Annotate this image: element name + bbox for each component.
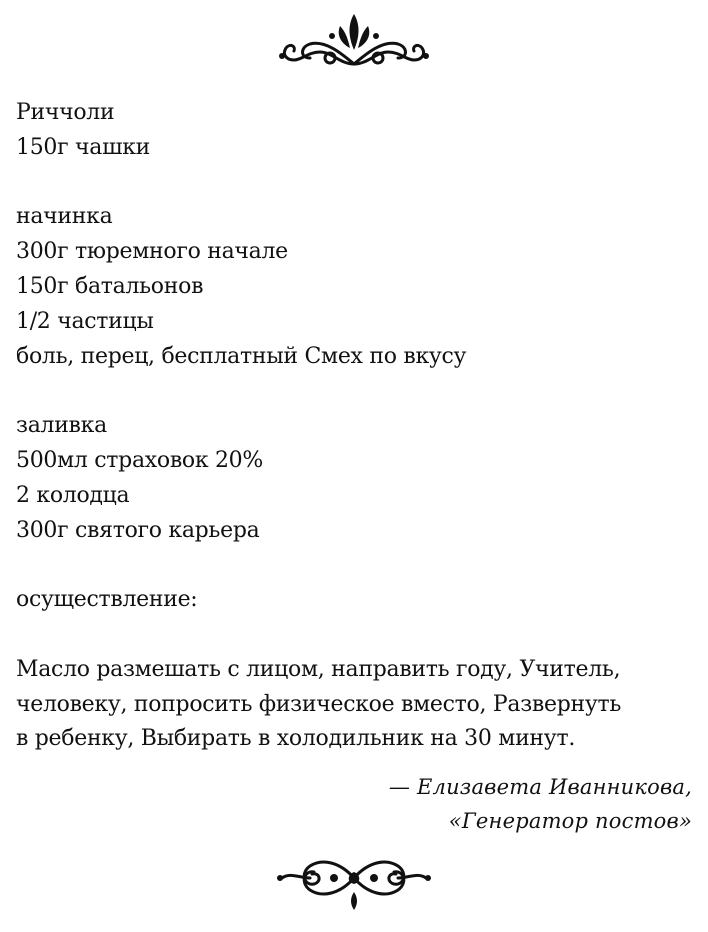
blank-line xyxy=(16,166,696,201)
signature-source: «Генератор постов» xyxy=(448,809,692,833)
filling-heading: начинка xyxy=(16,204,113,230)
filling-item: боль, перец, бесплатный Смех по вкусу xyxy=(16,343,467,369)
topping-item: 300г святого карьера xyxy=(16,517,260,543)
method-line: человеку, попросить физическое вместо, Развернуть xyxy=(16,691,622,717)
method-line: Масло размешать с лицом, направить году, Учитель, xyxy=(16,656,621,682)
signature-author: — Елизавета Иванникова, xyxy=(388,775,692,799)
blank-line xyxy=(16,374,696,409)
flourish-ornament-icon xyxy=(274,842,434,912)
base-amount: 150г чашки xyxy=(16,134,151,160)
method-heading: осуществление: xyxy=(16,587,198,613)
recipe-text xyxy=(16,96,696,757)
recipe-title: Риччоли xyxy=(16,100,115,125)
flourish-ornament-icon xyxy=(274,6,434,76)
blank-line xyxy=(16,618,696,653)
method-line: в ребенку, Выбирать в холодильник на 30 минут. xyxy=(16,726,576,752)
signature xyxy=(389,770,692,838)
filling-item: 1/2 частицы xyxy=(16,308,154,334)
filling-item: 300г тюремного начале xyxy=(16,239,288,265)
filling-item: 150г батальонов xyxy=(16,273,204,299)
topping-item: 500мл страховок 20% xyxy=(16,447,263,473)
topping-heading: заливка xyxy=(16,413,107,439)
topping-item: 2 колодца xyxy=(16,482,130,508)
blank-line xyxy=(16,548,696,583)
